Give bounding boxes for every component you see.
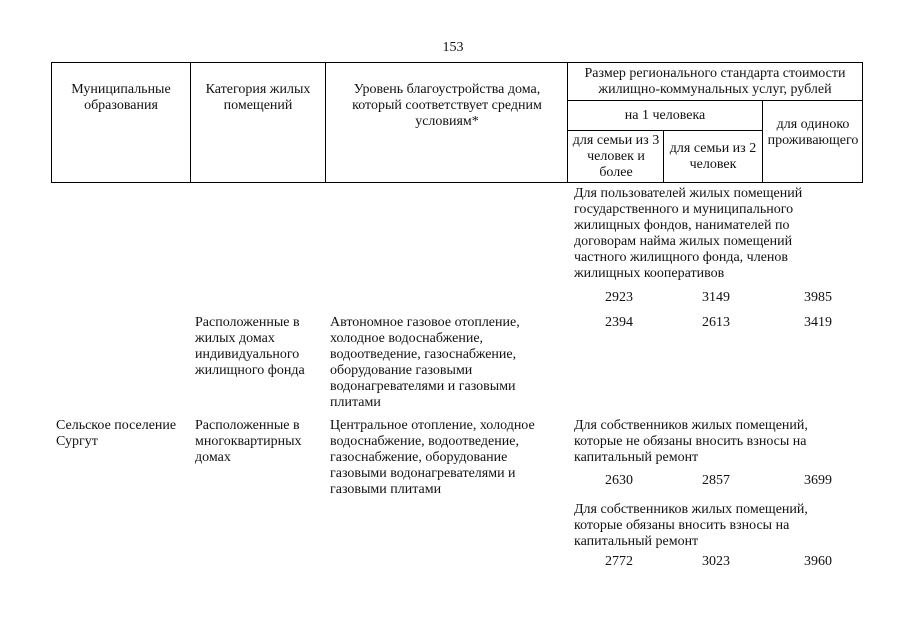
table-header-bottom-border	[51, 182, 863, 183]
table-border	[762, 100, 763, 183]
group1-value-single: 3985	[804, 290, 832, 305]
level-multi-apartment: Центральное отопление, холодное водоснабжение, водоотведение, газоснабжение, оборудование газовыми водонагревателями и газовыми плитами	[330, 418, 535, 497]
header-single: для одиноко проживающего	[767, 117, 859, 148]
header-per-person: на 1 человека	[624, 108, 706, 123]
surgut-value2-family2: 3023	[702, 554, 730, 569]
surgut-value2-family3: 2772	[605, 554, 633, 569]
group1-note: Для пользователей жилых помещений государственного и муниципального жилищных фондов, нанимателей по договорам найма жилых помещений частного жилищного фонда, членов жилищных кооперативов	[574, 186, 803, 281]
table-border	[663, 130, 664, 183]
surgut-value1-family2: 2857	[702, 473, 730, 488]
category-individual: Расположенные в жилых домах индивидуального жилищного фонда	[195, 315, 305, 378]
individual-value-family2: 2613	[702, 315, 730, 330]
table-border	[567, 100, 863, 101]
page-number: 153	[442, 40, 464, 55]
category-multi-apartment: Расположенные в многоквартирных домах	[195, 418, 302, 465]
table-border	[325, 62, 326, 183]
surgut-value1-family3: 2630	[605, 473, 633, 488]
header-municipality: Муниципальные образования	[71, 82, 171, 113]
table-border	[862, 62, 863, 183]
table-border	[190, 62, 191, 183]
table-border	[567, 130, 763, 131]
individual-value-single: 3419	[804, 315, 832, 330]
level-individual: Автономное газовое отопление, холодное водоснабжение, водоотведение, газоснабжение, оборудование газовыми водонагревателями и газовыми плитами	[330, 315, 520, 410]
surgut-value1-single: 3699	[804, 473, 832, 488]
header-level: Уровень благоустройства дома, который соответствует средним условиям*	[352, 82, 542, 129]
surgut-note-no-capital-repair: Для собственников жилых помещений, которые не обязаны вносить взносы на капитальный ремонт	[574, 418, 808, 465]
surgut-note-capital-repair: Для собственников жилых помещений, которые обязаны вносить взносы на капитальный ремонт	[574, 502, 808, 549]
header-standard: Размер регионального стандарта стоимости жилищно-коммунальных услуг, рублей	[584, 66, 846, 97]
table-top-border	[51, 62, 863, 63]
table-border	[51, 62, 52, 183]
header-category: Категория жилых помещений	[205, 82, 311, 113]
group1-value-family3: 2923	[605, 290, 633, 305]
municipality-surgut: Сельское поселение Сургут	[56, 418, 177, 449]
header-family2: для семьи из 2 человек	[669, 141, 757, 172]
header-family3: для семьи из 3 человек и более	[572, 133, 660, 180]
individual-value-family3: 2394	[605, 315, 633, 330]
group1-value-family2: 3149	[702, 290, 730, 305]
surgut-value2-single: 3960	[804, 554, 832, 569]
